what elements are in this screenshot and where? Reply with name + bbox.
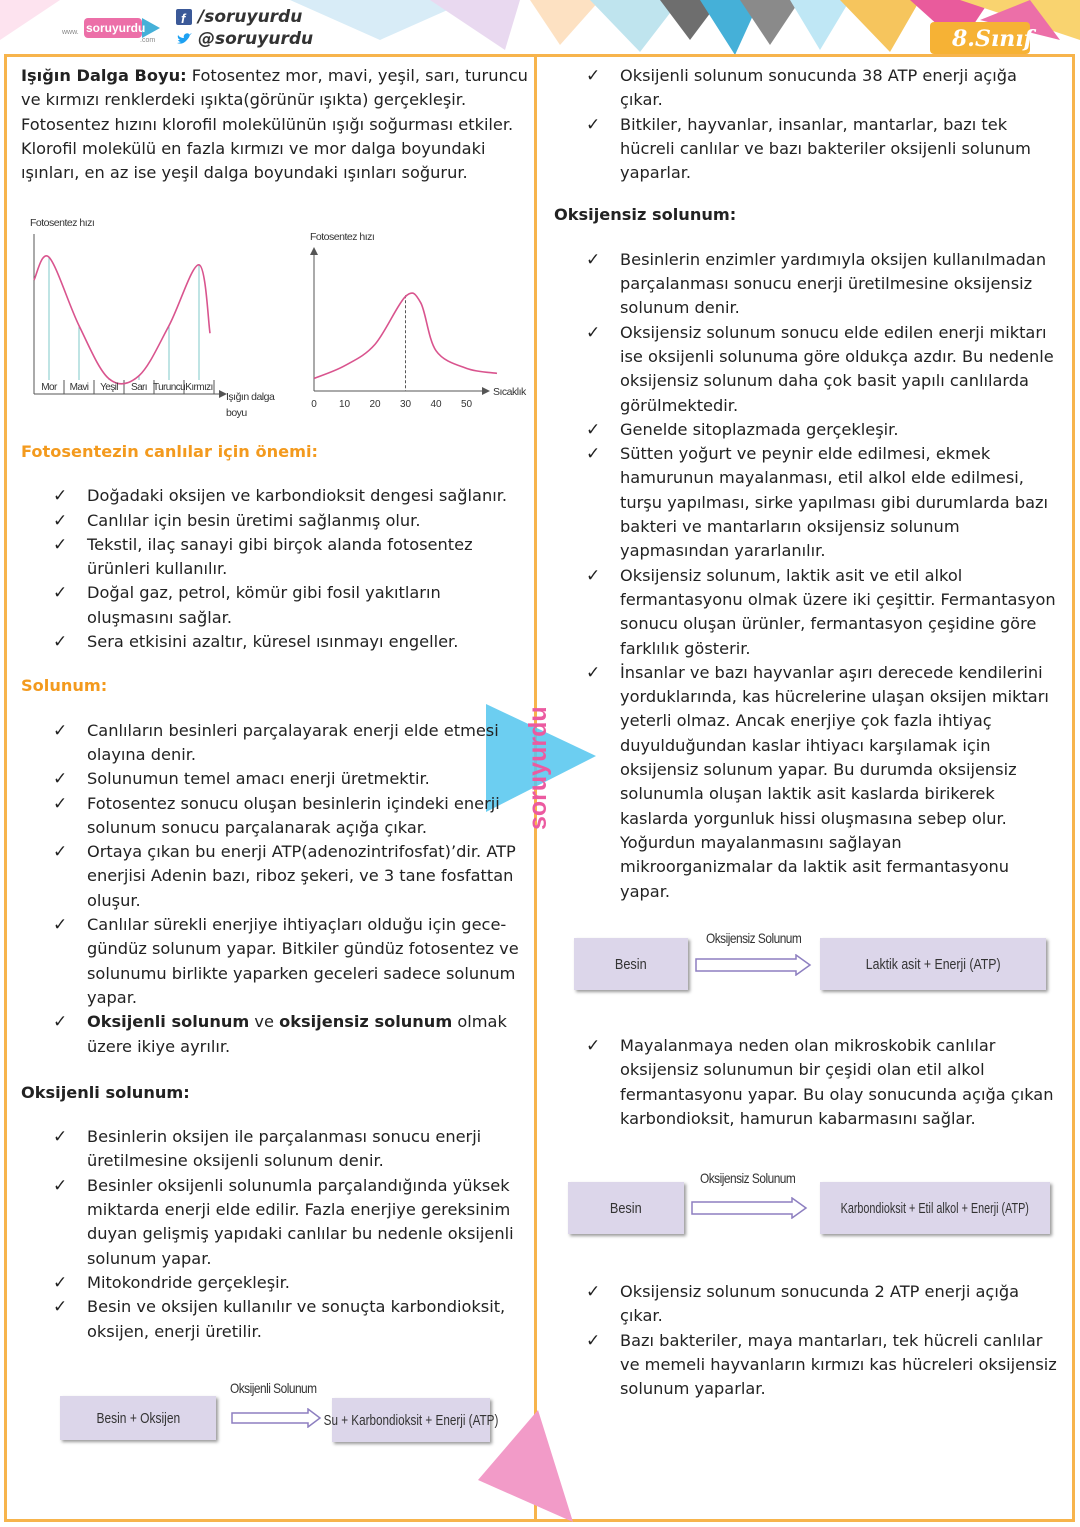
list-item [21,1271,531,1295]
logo-prefix: www. [62,29,79,36]
list-item [554,1280,1059,1329]
list-item [21,840,531,913]
check-icon: ✓ [586,66,601,86]
flow1-to-text: Laktik asit + Enerji (ATP) [865,955,1001,973]
logo [62,14,162,44]
check-icon: ✓ [586,565,601,586]
check-icon: ✓ [53,534,68,555]
chart2-xlabel: Sıcaklık [493,386,526,398]
flow2-to-box [820,1182,1050,1234]
check-icon: ✓ [53,1012,68,1033]
list-item [21,719,531,768]
flow-to-box [323,1398,499,1442]
check-icon: ✓ [53,793,68,814]
respiration-title: Solunum: [21,676,108,696]
right-column-2 [554,1034,1059,1131]
list-item-text: Fotosentez sonucu oluşan besinlerin içindeki enerji solunum sonucu parçalanarak açığa çıkar. [87,793,500,837]
check-icon: ✓ [586,249,601,270]
list-item-text: Oksijensiz solunum sonucunda 2 ATP enerji açığa çıkar. [620,1282,1020,1326]
chart1-xlabel-2: boyu [226,407,247,419]
list-item-text: Besinler oksijenli solunumla parçalandığında yüksek miktarda enerji elde edilir. Fazla enerjiye gereksinim duyan gelişmiş yapıdaki canlılar bu nedenle oksijenli solunum yapar. [87,1175,514,1268]
check-icon: ✓ [586,419,601,440]
flow1-label: Oksijensiz Solunum [706,930,802,946]
list-item-text: Sütten yoğurt ve peynir elde edilmesi, ekmek hamurunun mayalanması, etil alkol elde edilmesi, turşu yapılması, sirke yapılması gibi durumlarda bazı bakteri ve mantarların oksijensiz solunum yapmasından yararlanılır. [620,444,1049,561]
list-item-text: Canlılar için besin üretimi sağlanmış olur. [87,510,421,530]
list-item [21,630,531,654]
grade-label: 8.Sınıf [952,26,1034,52]
flow1-arrow-icon [694,954,812,976]
check-icon: ✓ [586,444,601,465]
list-item-text: Doğadaki oksijen ve karbondioksit dengesi sağlanır. [87,486,508,506]
list-item-text: Bazı bakteriler, maya mantarları, tek hücreli canlılar ve memeli hayvanların kırmızı kas hücreleri oksijensiz solunum yaparlar. [620,1330,1057,1399]
aerobic-list [21,1125,531,1344]
check-icon: ✓ [586,322,601,343]
flow-from-box [60,1396,216,1440]
list-item-text: Canlıların besinleri parçalayarak enerji elde etmesi olayına denir. [87,720,499,764]
check-icon: ✓ [53,915,68,936]
logo-suffix: .com [140,37,156,44]
respiration-last-list [21,1010,531,1059]
bottom-decoration [478,1410,578,1522]
list-item [21,484,531,508]
aerobic-flow [58,1380,498,1446]
respiration-list [21,719,531,1011]
chart2-x-arrow [482,387,490,395]
chart1-tick-label: Turuncu [152,382,186,393]
list-item-text: Canlılar sürekli enerjiye ihtiyaçları olduğu için gece-gündüz solunum yapar. Bitkiler gündüz fotosentez ve solunumu birlikte yaparken geceleri sadece solunum yapar. [87,915,519,1007]
list-item [21,1174,531,1271]
lactic-flow [572,926,1052,996]
check-icon: ✓ [586,1036,601,1056]
list-item-text: Solunumun temel amacı enerji üretmektir. [87,769,430,789]
chart2-tick-label: 50 [460,399,473,410]
flow2-from-text: Besin [610,1199,642,1217]
list-item-text: Besinlerin oksijen ile parçalanması sonucu enerji üretilmesine oksijenli solunum denir. [87,1127,482,1171]
check-icon: ✓ [586,1282,601,1302]
flow2-to-text: Karbondioksit + Etil alkol + Enerji (ATP) [840,1199,1030,1217]
flow2-label: Oksijensiz Solunum [700,1170,796,1186]
text: olmak üzere ikiye ayrılır. [87,1012,507,1056]
check-icon: ✓ [53,1127,68,1148]
ethanol-flow [566,1168,1056,1240]
list-item [21,792,531,841]
intro-text: Fotosentez mor, mavi, yeşil, sarı, turuncu ve kırmızı renklerdeki ışıkta(görünür ışıkta) gerçekleşir. Fotosentez hızını klorofil molekülünün ışığı soğurması etkiler. Klorofil molekülü en fazla kırmızı ve mor dalga boyundaki ışınları, en az ise yeşil dalga boyundaki ışınları soğurur. [21,66,528,183]
list-item-text: Tekstil, ilaç sanayi gibi birçok alanda fotosentez ürünleri kullanılır. [87,534,473,579]
chart1-xlabel-1: Işığın dalga [226,391,275,403]
flow2-from-box [568,1182,684,1234]
check-icon: ✓ [53,583,68,604]
facebook-handle: /soruyurdu [198,7,303,27]
twitter-icon [176,31,192,47]
list-item [21,913,531,1010]
list-item [21,767,531,791]
list-item-text: Genelde sitoplazmada gerçekleşir. [620,419,899,439]
chart2-tick-label: 0 [311,399,317,410]
chart2-tick-label: 20 [369,399,381,410]
yeast-list [554,1034,1059,1131]
social-links [176,6,313,50]
chart1-tick-label: Mor [41,382,57,393]
anaerobic-end-list [554,1280,1059,1401]
chart2-tick-label: 10 [338,399,351,410]
page-header [0,0,1080,56]
list-item [554,661,1059,904]
aerobic-title: Oksijenli solunum: [21,1082,190,1102]
list-item [554,1329,1059,1402]
intro-title: Işığın Dalga Boyu: [21,66,187,85]
right-column [554,64,1059,904]
list-item-text: Doğal gaz, petrol, kömür gibi fosil yakıtların oluşmasını sağlar. [87,583,441,627]
list-item [554,248,1059,321]
aerobic-list-cont [554,64,1059,185]
twitter-link[interactable] [176,28,313,50]
list-item [21,1010,531,1059]
flow1-to-box [820,938,1046,990]
chart-wavelength [26,212,276,422]
chart1-tick-label: Kırmızı [185,382,213,393]
list-item [21,509,531,533]
list-item-text: Bitkiler, hayvanlar, insanlar, mantarlar, bazı tek hücreli canlılar ve bazı bakteriler oksijenli solunum yaparlar. [620,114,1031,183]
list-item [554,113,1059,186]
list-item [554,64,1059,113]
chart-temperature [300,225,530,415]
flow-to-text: Su + Karbondioksit + Enerji (ATP) [323,1411,499,1429]
check-icon: ✓ [586,114,601,135]
header-decoration [0,0,1080,56]
check-icon: ✓ [53,842,68,863]
chart1-curve [34,256,210,384]
flow1-from-text: Besin [615,955,647,973]
chart2-ylabel: Fotosentez hızı [310,231,375,243]
importance-list [21,484,531,654]
list-item-text: Besinlerin enzimler yardımıyla oksijen kullanılmadan parçalanması sonucu enerji üretilmesine oksijensiz solunum denir. [620,249,1047,318]
chart2-tick-label: 40 [430,399,442,410]
anaerobic-title: Oksijensiz solunum: [554,205,737,225]
list-item-text: Oksijensiz solunum, laktik asit ve etil alkol fermantasyonu olmak üzere iki çeşittir. Fermantasyon sonucu oluşan ürünler, fermantasyon çeşidine göre farklılık gösterir. [620,565,1056,658]
list-item [554,321,1059,418]
chart1-tick-label: Mavi [69,382,89,393]
check-icon: ✓ [53,1297,68,1318]
list-item-text: Mayalanmaya neden olan mikroskobik canlılar oksijensiz solunumun bir çeşidi olan etil alkol fermantasyonu yapar. Bu olay sonucunda açığa çıkan karbondioksit, hamurun kabarmasını sağlar. [620,1036,1054,1128]
check-icon: ✓ [53,1175,68,1196]
check-icon: ✓ [586,662,601,683]
list-item [21,1295,531,1344]
check-icon: ✓ [53,1272,68,1293]
anaerobic-list [554,248,1059,904]
check-icon: ✓ [53,632,68,653]
right-column-3 [554,1280,1059,1401]
list-item [21,1125,531,1174]
flow2-arrow-icon [690,1197,808,1219]
check-icon: ✓ [53,720,68,741]
list-item [21,533,531,582]
flow-from-text: Besin + Oksijen [96,1409,180,1427]
importance-title: Fotosentezin canlılar için önemi: [21,442,318,461]
chart1-ylabel: Fotosentez hızı [30,217,95,229]
bold-term: Oksijenli solunum [87,1012,250,1032]
facebook-link[interactable] [176,6,313,28]
check-icon: ✓ [53,769,68,790]
list-item-text: Oksijensiz solunum sonucu elde edilen enerji miktarı ise oksijenli solunuma göre oldukça azdır. Bu nedenle oksijensiz solunum daha çok basit yapılı canlılarda görülmektedir. [620,322,1054,415]
bold-term: oksijensiz solunum [279,1012,453,1032]
list-item [554,1034,1059,1131]
list-item-text: Oksijenli solunum sonucunda 38 ATP enerji açığa çıkar. [620,66,1017,110]
facebook-icon [176,9,192,25]
flow-label: Oksijenli Solunum [230,1380,317,1396]
check-icon: ✓ [53,510,68,531]
intro-paragraph [21,64,531,185]
left-column [21,64,531,185]
chart1-tick-label: Sarı [131,382,147,393]
text: ve [249,1012,280,1032]
logo-text: soruyurdu [86,21,146,35]
list-item [21,581,531,630]
list-item-text: Ortaya çıkan bu enerji ATP(adenozintrifosfat)’dir. ATP enerjisi Adenin bazı, riboz şekeri, ve 3 tane fosfattan oluşur. [87,842,516,910]
watermark-text: soruyurdu [524,706,552,830]
list-item [554,442,1059,563]
left-column-2 [21,440,531,1344]
chart2-tick-label: 30 [399,399,412,410]
twitter-handle: @soruyurdu [198,29,314,49]
flow-arrow-icon [230,1408,322,1428]
flow1-from-box [574,938,688,990]
check-icon: ✓ [586,1330,601,1351]
svg-text:f: f [181,11,186,25]
list-item-text: Besin ve oksijen kullanılır ve sonuçta karbondioksit, oksijen, enerji üretilir. [87,1297,506,1341]
list-item [554,564,1059,661]
list-item-text: Mitokondride gerçekleşir. [87,1272,290,1292]
chart1-tick-label: Yeşil [100,382,118,393]
list-item-text: İnsanlar ve bazı hayvanlar aşırı derecede kendilerini yorduklarında, kas hücrelerine ulaşan oksijen miktarı yeterli olmaz. Ancak enerjiye çok fazla ihtiyaç duyulduğundan kaslar ihtiyacı karşılamak için oksijensiz solunum yapar. Bu durumda oksijensiz solunumla oluşan laktik asit kaslarda birikerek kaslarda yorgunluk hissi oluşmasına sebep olur. Yoğurdun mayalanmasını sağlayan mikroorganizmalar da laktik asit fermantasyonu yapar. [620,662,1049,901]
list-item [554,418,1059,442]
check-icon: ✓ [53,486,68,507]
list-item-text: Sera etkisini azaltır, küresel ısınmayı engeller. [87,632,459,652]
chart2-y-arrow [310,247,318,255]
